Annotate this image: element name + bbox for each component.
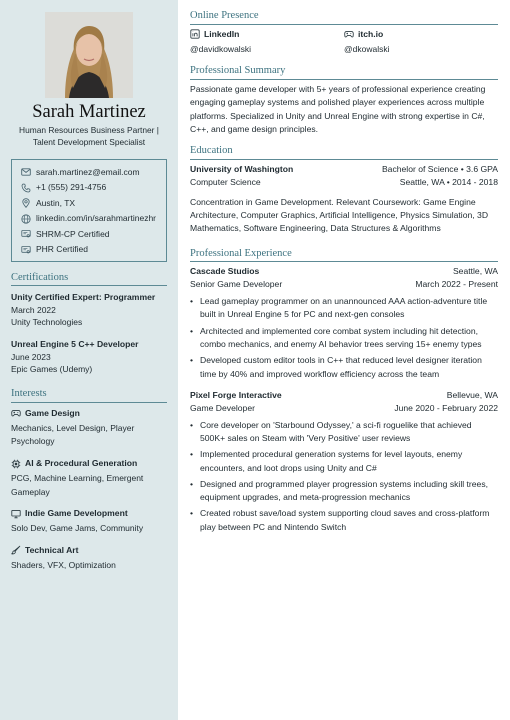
online-handle: @dkowalski — [344, 43, 390, 54]
job-bullet: • Core developer on 'Starbound Odyssey,' a sci-fi roguelike that achieved 500K+ sales on Steam with 'Very Positive' user reviews — [190, 419, 498, 446]
interest-item — [11, 407, 167, 449]
job-entry — [190, 265, 498, 381]
cert-issuer: Epic Games (Udemy) — [11, 364, 93, 375]
contact-linkedin-text: linkedin.com/in/sarahmartinezhr — [36, 213, 156, 224]
education-heading: Education — [190, 144, 498, 160]
contact-email-text: sarah.martinez@email.com — [36, 166, 140, 177]
cert-issuer: Unity Technologies — [11, 316, 83, 327]
interest-desc: PCG, Machine Learning, Emergent Gameplay — [11, 472, 144, 497]
job-location: Seattle, WA — [452, 266, 498, 277]
interest-desc: Shaders, VFX, Optimization — [11, 559, 116, 570]
interest-item — [11, 457, 167, 499]
job-bullets — [190, 419, 498, 535]
job-bullet: • Developed custom editor tools in C++ that reduced level designer iteration time by 40% and improved workflow efficiency across the team — [190, 354, 498, 381]
profile-name: Sarah Martinez — [32, 102, 146, 122]
interest-name: Indie Game Development — [25, 508, 128, 519]
job-bullet: • Designed and programmed player progression systems including skill trees, equipment upgrades, and meta-progression mechanics — [190, 478, 498, 505]
job-location: Bellevue, WA — [446, 389, 498, 400]
job-row — [190, 265, 498, 278]
monitor-icon — [11, 509, 21, 519]
interest-title — [11, 407, 167, 420]
job-entry — [190, 389, 498, 534]
job-dates: June 2020 - February 2022 — [394, 402, 498, 413]
phone-icon — [21, 183, 31, 193]
job-row — [190, 389, 498, 402]
profile-title — [11, 124, 167, 148]
interest-name: AI & Procedural Generation — [25, 458, 138, 469]
brush-icon — [11, 545, 21, 555]
education-entry — [190, 163, 498, 236]
cert-item — [11, 338, 167, 375]
online-label-text: LinkedIn — [204, 28, 240, 39]
job-role: Senior Game Developer — [190, 279, 283, 290]
contact-box — [11, 159, 167, 262]
certificate-icon — [21, 245, 31, 255]
online-label — [344, 28, 498, 41]
globe-icon — [21, 214, 31, 224]
contact-cert-shrm — [21, 227, 157, 243]
interest-name: Game Design — [25, 408, 80, 418]
interest-name: Technical Art — [25, 544, 79, 555]
contact-cert-shrm-text: SHRM-CP Certified — [36, 228, 110, 239]
education-school: University of Washington — [190, 163, 294, 174]
education-location-dates: Seattle, WA • 2014 - 2018 — [399, 176, 498, 187]
summary-heading: Professional Summary — [190, 64, 498, 80]
cert-name: Unreal Engine 5 C++ Developer — [11, 339, 139, 350]
interest-item — [11, 507, 167, 535]
job-row — [190, 278, 498, 291]
contact-phone[interactable] — [21, 180, 157, 196]
contact-phone-text: +1 (555) 291-4756 — [36, 182, 107, 193]
gamepad-icon — [344, 29, 354, 39]
contact-cert-phr-text: PHR Certified — [36, 244, 88, 255]
cert-date: June 2023 — [11, 351, 51, 362]
education-degree: Bachelor of Science • 3.6 GPA — [381, 163, 498, 174]
profile-title-line1: Human Resources Business Partner | — [19, 125, 159, 136]
interest-desc: Solo Dev, Game Jams, Community — [11, 523, 144, 534]
email-icon — [21, 167, 31, 177]
cert-name: Unity Certified Expert: Programmer — [11, 292, 156, 303]
contact-linkedin[interactable] — [21, 211, 157, 227]
online-label — [190, 28, 344, 41]
job-row — [190, 402, 498, 415]
job-company: Pixel Forge Interactive — [190, 389, 282, 400]
online-item-itchio[interactable] — [344, 28, 498, 56]
education-details: Concentration in Game Development. Relevant Coursework: Game Engine Architecture, Computer Graphics, Artificial Intelligence, Physics Simulation, 3D Mathematics, Software Engineering, Data Structures & Algorithms — [190, 196, 489, 234]
job-bullet: • Implemented procedural generation systems for level layouts, enemy encounters, and loot drops using Unity and C# — [190, 448, 498, 475]
interest-title — [11, 457, 167, 470]
online-presence-list — [190, 28, 498, 56]
chip-icon — [11, 459, 21, 469]
experience-heading: Professional Experience — [190, 247, 498, 263]
interest-item — [11, 544, 167, 572]
online-item-linkedin[interactable] — [190, 28, 344, 56]
profile-photo-image — [45, 12, 133, 98]
job-dates: March 2022 - Present — [415, 279, 498, 290]
online-label-text: itch.io — [358, 28, 384, 39]
job-bullet: • Lead gameplay programmer on an unannounced AAA action-adventure title built in Unreal Engine 5 for PC and next-gen consoles — [190, 295, 498, 322]
job-bullet: • Architected and implemented core combat system including hit detection, combo mechanics, and enemy AI behavior trees serving 15+ enemy types — [190, 325, 498, 352]
education-row — [190, 163, 498, 176]
interests-heading: Interests — [11, 387, 167, 403]
education-field: Computer Science — [190, 176, 261, 187]
job-bullet: • Created robust save/load system supporting cloud saves and cross-platform play between PC and Nintendo Switch — [190, 507, 498, 534]
profile-photo — [45, 12, 133, 98]
interest-desc: Mechanics, Level Design, Player Psychology — [11, 422, 135, 447]
sidebar — [0, 0, 178, 720]
location-icon — [21, 198, 31, 208]
contact-location-text: Austin, TX — [36, 197, 76, 208]
education-row — [190, 176, 498, 189]
job-role: Game Developer — [190, 402, 255, 413]
contact-email[interactable] — [21, 165, 157, 181]
interest-title — [11, 507, 167, 520]
interest-title — [11, 544, 167, 557]
certificate-icon — [21, 229, 31, 239]
certifications-heading: Certifications — [11, 271, 167, 287]
job-bullets — [190, 295, 498, 381]
online-handle: @davidkowalski — [190, 43, 252, 54]
contact-cert-phr — [21, 242, 157, 258]
cert-date: March 2022 — [11, 304, 56, 315]
contact-location — [21, 196, 157, 212]
main-content — [178, 0, 510, 720]
linkedin-icon — [190, 29, 200, 39]
cert-item — [11, 291, 167, 328]
profile-title-line2: Talent Development Specialist — [32, 137, 146, 148]
summary-text: Passionate game developer with 5+ years of professional experience creating engaging gameplay systems and polished player experiences across multiple platforms. Specialized in Unity and Unreal Engine with strong expertise in C#, C++, and game design principles. — [190, 83, 486, 134]
gamepad-icon — [11, 408, 21, 418]
online-presence-heading: Online Presence — [190, 9, 498, 25]
job-company: Cascade Studios — [190, 266, 260, 277]
